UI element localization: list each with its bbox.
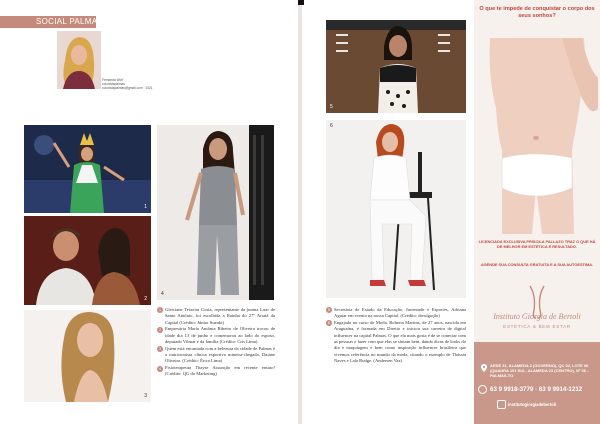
instagram-icon bbox=[497, 400, 506, 409]
photo-1 bbox=[24, 125, 151, 213]
photo-6 bbox=[326, 120, 466, 298]
ad-phones: 63 9 9918-3779 · 63 9 9914-1212 bbox=[490, 386, 583, 393]
caption-text: Empresária Maria Antônia Ribeiro de Oliveira trocou de idade dia 13 de junho e comemorou ao lado do esposo, deputado Vilmar e da família (Crédito: Cris Lima) bbox=[165, 326, 275, 344]
caption-item bbox=[157, 365, 275, 378]
ad-address: ARSE 31, ALAMEDA 2 (GOVERNO), QC 02, LOTE 06 (QUADRA 101 SUL, ALAMEDA 23 (CENTRO), Nº 06 - PALMAS-TO bbox=[490, 363, 589, 378]
ad-instagram: institutogiorgiadebertoli bbox=[508, 402, 557, 407]
caption-text: Quem está encantada com a belezura da cidade de Palmas é a nutricionista clínica esportiva mineira-chegada, Daiane Oliveira. (Crédito: Érica Lima) bbox=[165, 345, 275, 364]
photo-2 bbox=[24, 216, 151, 305]
location-pin-icon bbox=[481, 364, 487, 372]
caption-bullet: 6 bbox=[327, 320, 331, 326]
brand-name: Instituto Giorgia de Bertoli bbox=[493, 312, 581, 321]
photo-number: 6 bbox=[330, 123, 333, 129]
ad-license: LICENCIADA EXCLUSIVA PRISCILA PALLAZO TRAZ O QUE HÁ DE MELHOR EM ESTÉTICA E RESULTADO. bbox=[478, 239, 596, 249]
caption-bullet: 1 bbox=[158, 307, 162, 313]
photo-4 bbox=[157, 125, 274, 300]
page-marker bbox=[298, 0, 304, 5]
columnist-email: colunistapalmas@gmail.com · 2021 bbox=[102, 86, 153, 91]
photo-3 bbox=[24, 310, 151, 402]
photo-number: 3 bbox=[144, 393, 147, 399]
caption-item bbox=[157, 326, 275, 345]
ad-body-photo bbox=[474, 38, 600, 234]
captions-right bbox=[326, 307, 466, 365]
caption-text: Fisioterapeuta Thayse Assunção em recente ensaio! (Crédito: QG do Marketing) bbox=[165, 365, 275, 377]
caption-text: Gleiciane Teixeira Costa, representante da junina Luar de Santo Antônio, foi escolhida a Rainha do 27º Arraiá da Capital (Crédito: Júnior Suzuki) bbox=[165, 307, 275, 325]
caption-bullet: 3 bbox=[158, 346, 162, 352]
whatsapp-icon bbox=[478, 385, 487, 394]
caption-bullet: 4 bbox=[158, 365, 162, 371]
caption-item bbox=[157, 346, 275, 365]
caption-item bbox=[157, 307, 275, 326]
caption-text: Secretária de Estado da Educação, Juventude e Esportes, Adriana Aguiar em evento na nossa Capital. (Crédito: divulgação) bbox=[334, 307, 466, 319]
columnist-name: Fernanda Wolf bbox=[102, 78, 123, 82]
caption-item bbox=[326, 307, 466, 320]
page-gutter bbox=[298, 0, 302, 424]
section-title: SOCIAL PALMAS bbox=[36, 17, 104, 26]
brand-subtitle: ESTÉTICA & BEM ESTAR bbox=[503, 324, 571, 329]
ad-footer bbox=[474, 342, 600, 424]
caption-bullet: 2 bbox=[158, 326, 162, 332]
caption-item bbox=[326, 320, 466, 364]
columnist-photo bbox=[57, 31, 101, 89]
photo-number: 2 bbox=[144, 296, 147, 302]
photo-5 bbox=[326, 20, 466, 113]
caption-bullet: 5 bbox=[327, 307, 331, 313]
captions-left bbox=[157, 307, 275, 378]
ad-booking: AGENDE SUA CONSULTA GRATUITA E A SUA AUTOESTIMA. bbox=[480, 262, 594, 267]
photo-number: 5 bbox=[330, 104, 333, 110]
caption-text: Engajada no curso de Moda, Roberta Martins, de 27 anos, nascida em Araguaína, é formada em Direito e iniciou sua carreira de digital influencer na capital Palmas. O que ela mais gosta é de se conectar com as pessoas e fazer com que elas se sintam bem, dando dicas de looks do dia e maquiagem e bem como inspiração influencer brasileira que vivemos referência no mundo da moda, citando o exemplo de Thássia Naves e Lala Rudge. (Andersen Vaz) bbox=[334, 320, 466, 363]
columnist-credit bbox=[102, 78, 162, 91]
photo-number: 4 bbox=[161, 291, 164, 297]
ad-question: O que te impede de conquistar o corpo dos seus sonhos? bbox=[479, 6, 595, 19]
photo-number: 1 bbox=[144, 204, 147, 210]
columnist-handle: colunistapalmas bbox=[102, 82, 125, 87]
